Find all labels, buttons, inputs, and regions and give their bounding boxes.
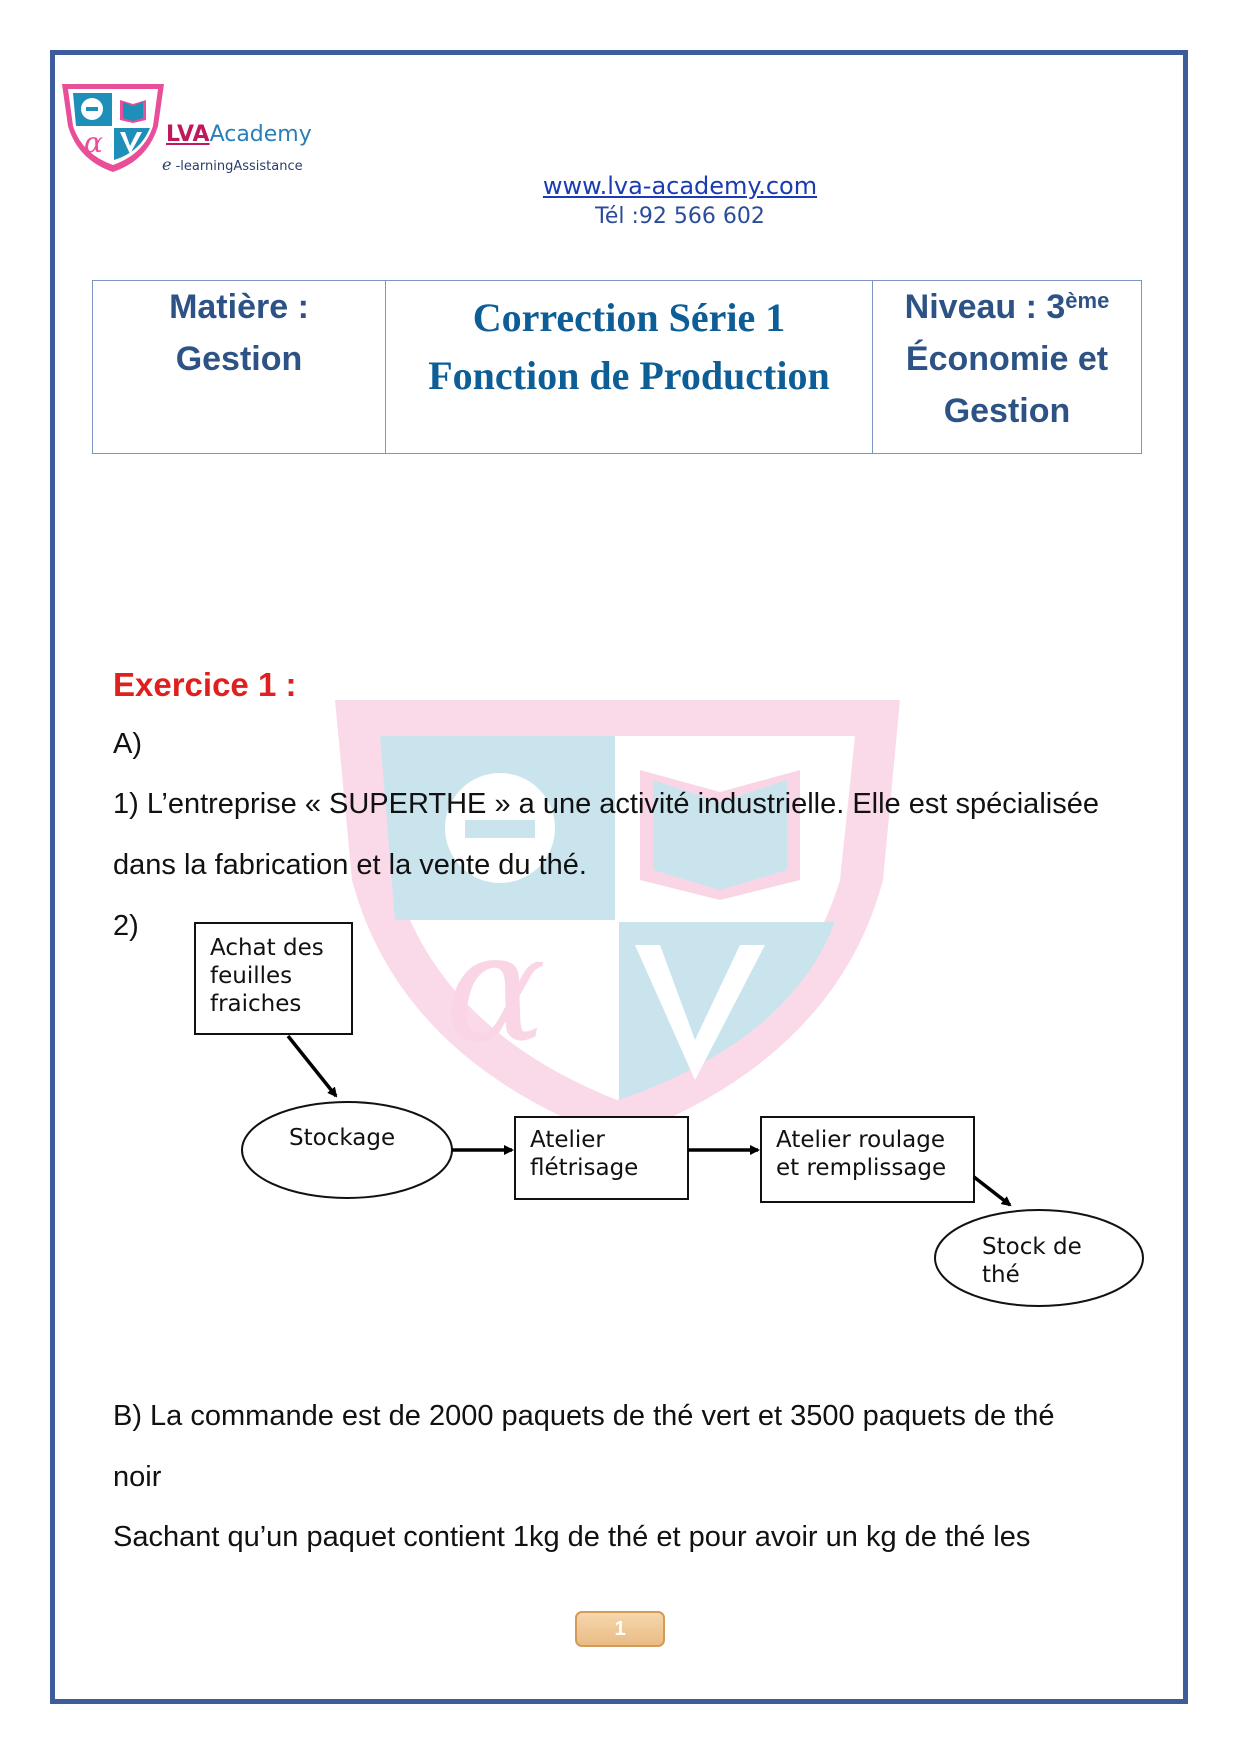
box-achat-line3: fraiches (210, 991, 302, 1017)
arrow-achat-to-stockage (288, 1036, 336, 1096)
website-link[interactable]: www.lva-academy.com (542, 172, 818, 200)
box-roulage-line1: Atelier roulage (776, 1127, 946, 1153)
document-subtitle: Fonction de Production (428, 353, 830, 398)
svg-text:α: α (84, 126, 103, 159)
subject-value: Gestion (175, 340, 303, 378)
tagline-e: e (162, 155, 172, 174)
document-title: Correction Série 1 (472, 295, 786, 340)
ellipse-stock-line1: Stock de (982, 1234, 1082, 1260)
part-a-label: A) (113, 728, 142, 760)
part-b-line-2: noir (113, 1461, 162, 1493)
tagline-text: -learningAssistance (171, 159, 303, 174)
question-2-label: 2) (113, 910, 139, 942)
svg-text:α: α (445, 902, 547, 1076)
part-b-line-3: Sachant qu’un paquet contient 1kg de thé et pour avoir un kg de thé les (113, 1521, 1031, 1553)
box-achat-line2: feuilles (210, 963, 293, 989)
arrow-roulage-to-stock (974, 1177, 1010, 1205)
phone-number: Tél :92 566 602 (595, 204, 765, 229)
level-line3: Gestion (943, 392, 1071, 430)
question-1-line-2: dans la fabrication et la vente du thé. (113, 849, 587, 881)
box-fletrissage-line2: flétrisage (530, 1155, 639, 1181)
brand-lva: LVA (166, 122, 210, 147)
ellipse-stock-line2: thé (982, 1262, 1020, 1288)
subject-label: Matière : (169, 288, 309, 326)
brand-academy: Academy (209, 122, 312, 147)
ellipse-stockage-label: Stockage (289, 1125, 396, 1151)
level-line2: Économie et (905, 340, 1109, 378)
part-b-line-1: B) La commande est de 2000 paquets de thé vert et 3500 paquets de thé (113, 1400, 1055, 1432)
exercise-title: Exercice 1 : (113, 666, 297, 703)
box-fletrissage-line1: Atelier (530, 1127, 605, 1153)
level-prefix: Niveau : 3 (904, 288, 1066, 326)
page-number: 1 (575, 1611, 665, 1647)
question-1-line-1: 1) L’entreprise « SUPERTHE » a une activité industrielle. Elle est spécialisée (113, 788, 1099, 820)
level-sup: ème (1065, 288, 1110, 313)
box-achat-line1: Achat des (210, 935, 324, 961)
box-roulage-line2: et remplissage (776, 1155, 947, 1181)
